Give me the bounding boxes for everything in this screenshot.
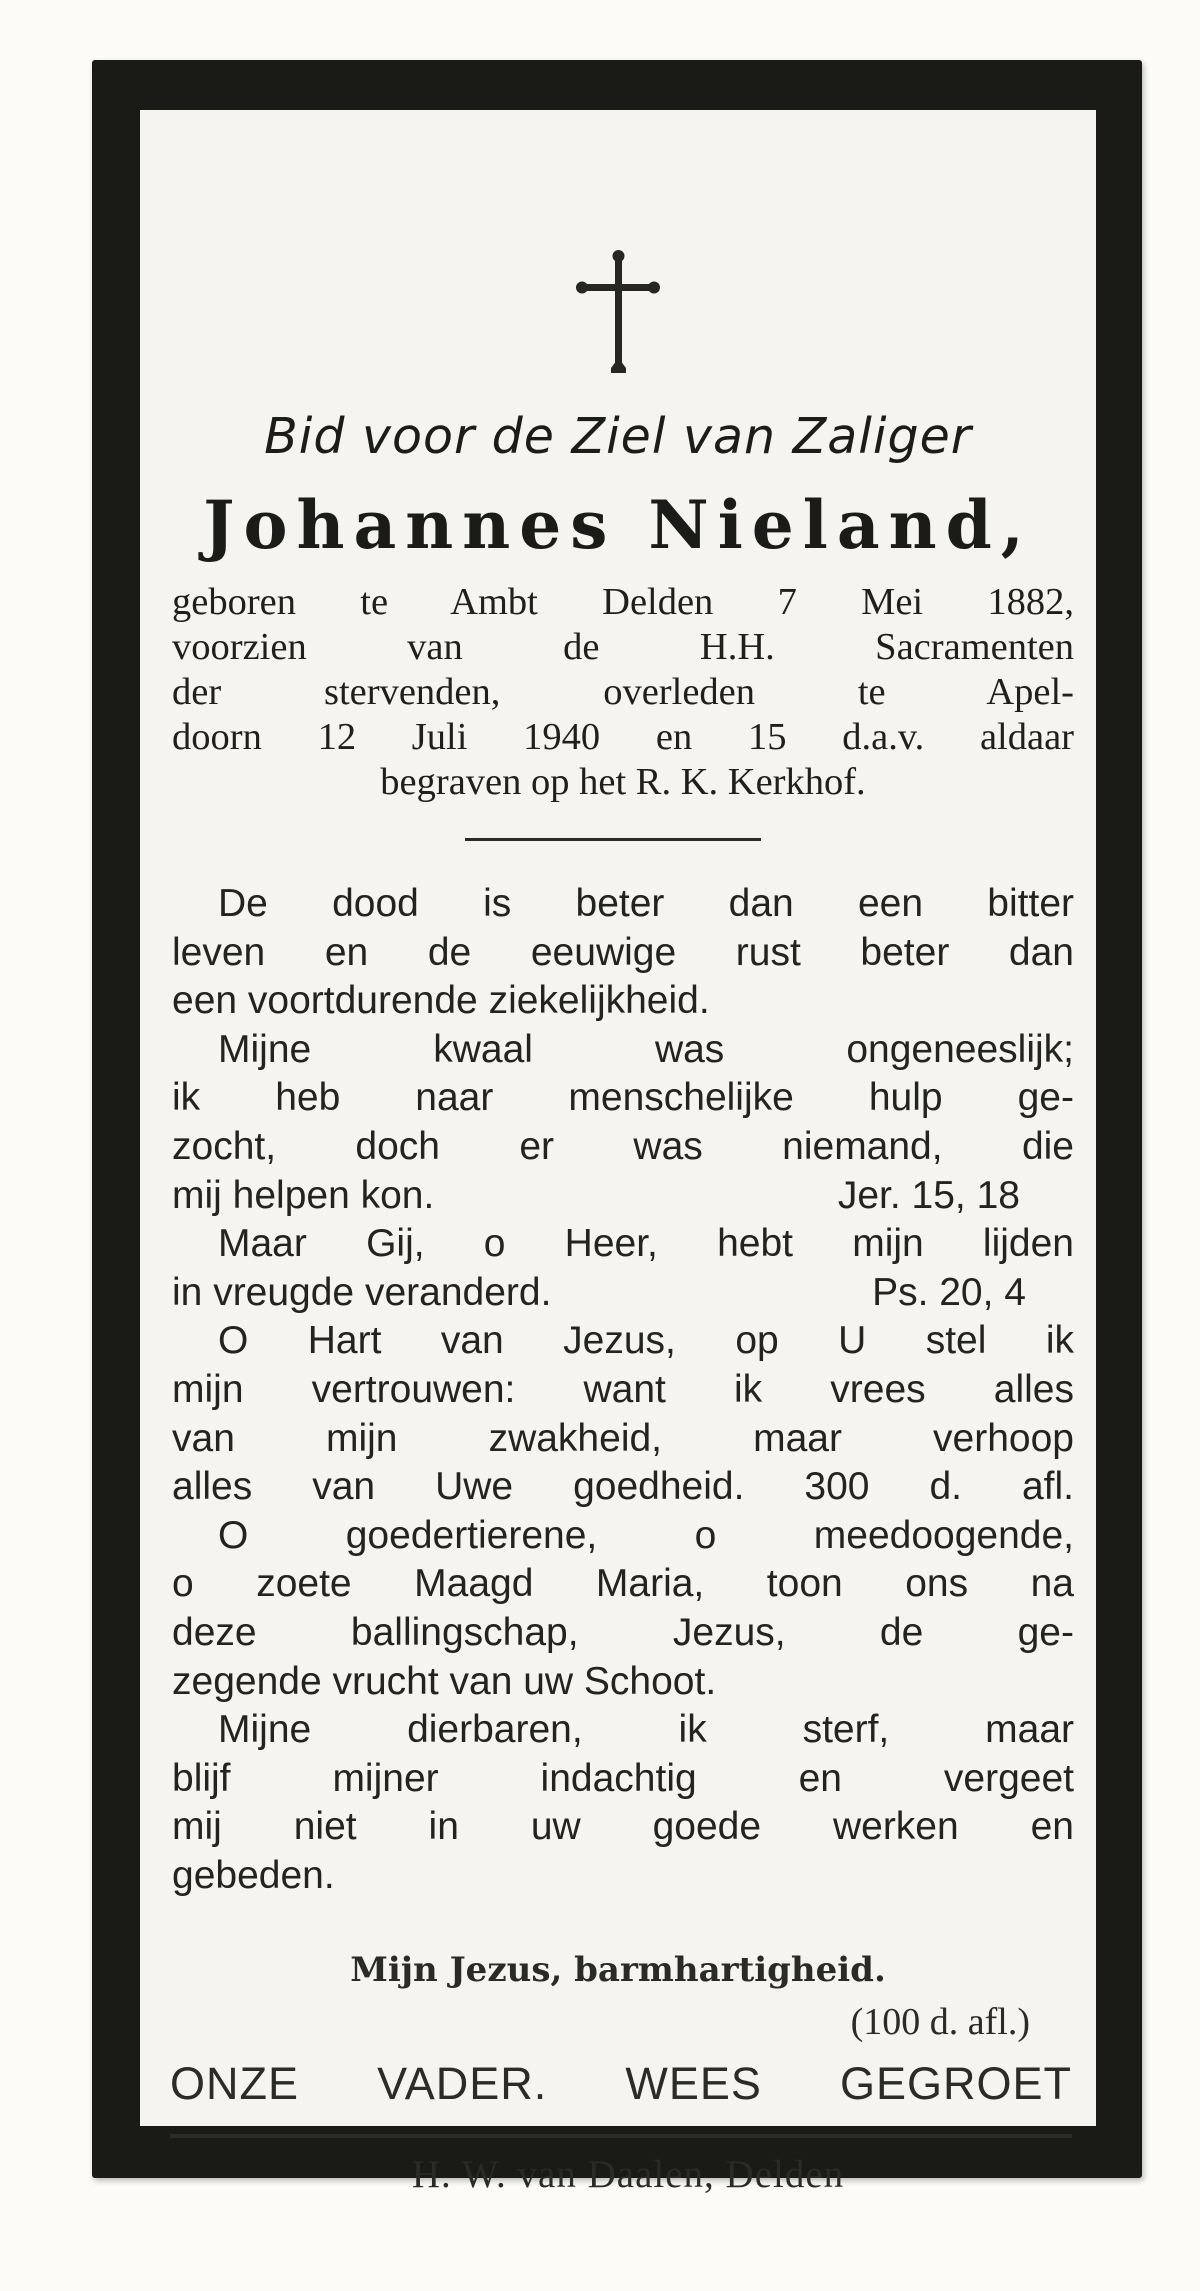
verse-line: leven en de eeuwige rust beter dan bbox=[172, 930, 1074, 974]
verse-line: mij niet in uw goede werken en bbox=[172, 1805, 1074, 1849]
verse-line-with-reference bbox=[172, 1269, 1074, 1318]
verse-line: Maar Gij, o Heer, hebt mijn lijden bbox=[218, 1222, 1074, 1266]
verse-line: mijn vertrouwen: want ik vrees alles bbox=[172, 1367, 1074, 1411]
verse-line-with-reference bbox=[172, 1172, 1074, 1221]
deceased-name: Johannes Nieland, bbox=[203, 486, 1033, 564]
verse-line: van mijn zwakheid, maar verhoop bbox=[172, 1416, 1074, 1460]
bio-line: doorn 12 Juli 1940 en 15 d.a.v. aldaar bbox=[172, 716, 1074, 758]
verse-line: O Hart van Jezus, op U stel ik bbox=[218, 1319, 1074, 1363]
card-panel bbox=[140, 110, 1096, 2196]
divider bbox=[465, 838, 761, 841]
verse-line: ik heb naar menschelijke hulp ge- bbox=[172, 1076, 1074, 1120]
bio-line: der stervenden, overleden te Apel- bbox=[172, 671, 1074, 713]
biography bbox=[172, 580, 1074, 805]
verses bbox=[172, 880, 1074, 1900]
verse-line: zegende vrucht van uw Schoot. bbox=[172, 1659, 717, 1703]
verse-line: zocht, doch er was niemand, die bbox=[172, 1124, 1074, 1168]
verse-line: gebeden. bbox=[172, 1853, 335, 1897]
ejaculatory-prayer: Mijn Jezus, barmhartigheid. bbox=[350, 1950, 886, 1990]
bio-line: geboren te Ambt Delden 7 Mei 1882, bbox=[172, 581, 1074, 623]
verse-line: alles van Uwe goedheid. 300 d. afl. bbox=[172, 1465, 1074, 1509]
cross-icon bbox=[573, 250, 663, 375]
memorial-card bbox=[92, 60, 1142, 2196]
verse-text: mij helpen kon. bbox=[172, 1173, 435, 1217]
closing-prayers: ONZE VADER. WEES GEGROET bbox=[170, 2058, 1072, 2109]
verse-line: blijf mijner indachtig en vergeet bbox=[172, 1756, 1074, 1800]
bio-line: begraven op het R. K. Kerkhof. bbox=[380, 761, 866, 803]
verse-line: o zoete Maagd Maria, toon ons na bbox=[172, 1562, 1074, 1606]
scripture-reference: Ps. 20, 4 bbox=[872, 1270, 1026, 1314]
verse-line: Mijne kwaal was ongeneeslijk; bbox=[218, 1027, 1074, 1071]
printer-credit: H. W. van Daalen, Delden bbox=[411, 2153, 845, 2196]
indulgence-note: (100 d. afl.) bbox=[850, 2001, 1030, 2043]
verse-line: deze ballingschap, Jezus, de ge- bbox=[172, 1610, 1074, 1654]
verse-line: Mijne dierbaren, ik sterf, maar bbox=[218, 1708, 1074, 1752]
verse-line: De dood is beter dan een bitter bbox=[218, 882, 1074, 925]
verse-line: een voortdurende ziekelijkheid. bbox=[172, 979, 710, 1023]
footer-divider bbox=[170, 2134, 1072, 2138]
verse-line: O goedertierene, o meedoogende, bbox=[218, 1513, 1074, 1557]
bio-line: voorzien van de H.H. Sacramenten bbox=[172, 626, 1074, 668]
verse-text: in vreugde veranderd. bbox=[172, 1270, 552, 1314]
invocation-heading: Bid voor de Ziel van Zaliger bbox=[264, 408, 972, 465]
scripture-reference: Jer. 15, 18 bbox=[837, 1173, 1020, 1217]
